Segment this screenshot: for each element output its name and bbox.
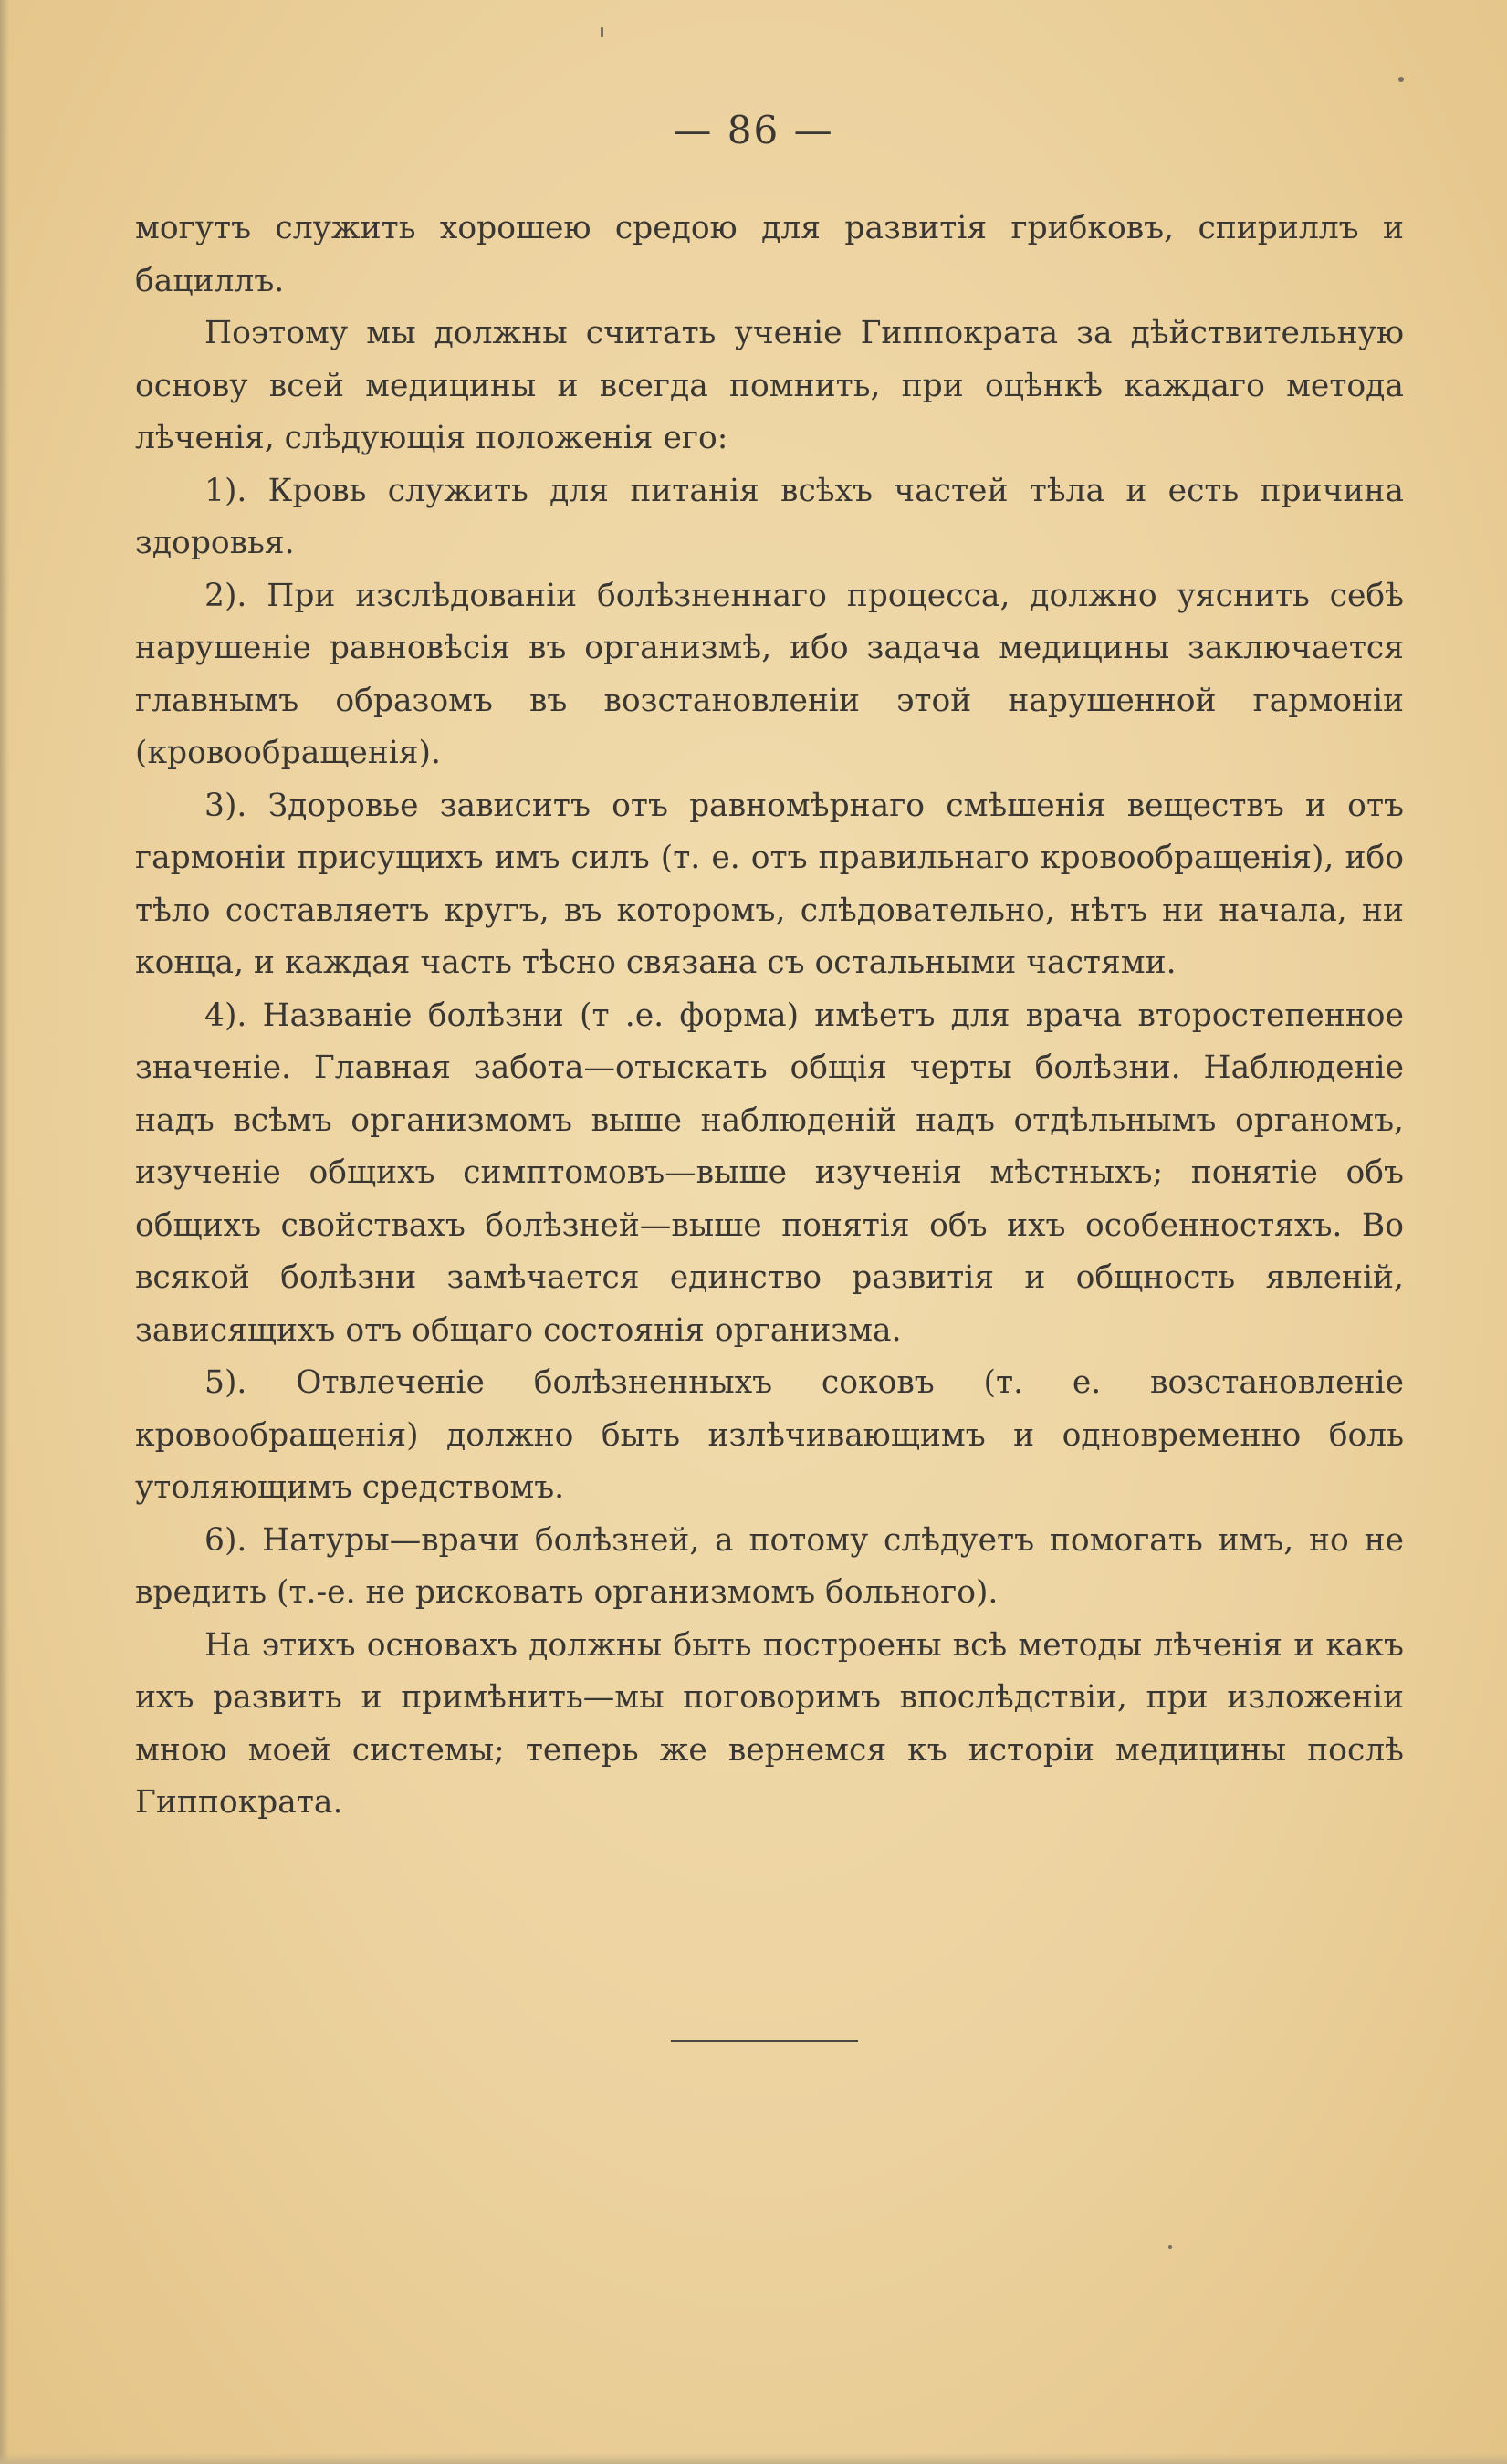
page-edge-shadow-left (0, 0, 9, 2464)
paragraph-point-2: 2). При изслѣдованіи болѣзненнаго процесса, должно уяснить себѣ нарушеніе равновѣсія въ организмѣ, ибо задача медицины заключается главнымъ образомъ въ возстановленіи этой нарушенной гармоніи (кровообращенія). (135, 577, 1404, 771)
paragraph-point-5: 5). Отвлеченіе болѣзненныхъ соковъ (т. е. возстановленіе кровообращенія) должно быть излѣчивающимъ и одновременно боль утоляющимъ средствомъ. (135, 1364, 1404, 1506)
paragraph-point-6: 6). Натуры—врачи болѣзней, а потому слѣдуетъ помогать имъ, но не вредить (т.-е. не рисковать организмомъ больного). (135, 1521, 1404, 1611)
page-edge-shadow-bottom (0, 2453, 1507, 2464)
paragraph-intro: Поэтому мы должны считать ученіе Гиппократа за дѣйствительную основу всей медицины и всегда помнить, при оцѣнкѣ каждаго метода лѣченія, слѣдующія положенія его: (135, 315, 1404, 456)
page-number: — 86 — (673, 108, 834, 152)
paper-speck (1398, 77, 1404, 82)
section-end-rule (671, 2040, 858, 2042)
paragraph-point-4: 4). Названіе болѣзни (т .е. форма) имѣетъ для врача второстепенное значеніе. Главная забота—отыскать общія черты болѣзни. Наблюденіе надъ всѣмъ организмомъ выше наблюденій надъ отдѣльнымъ органомъ, изученіе общихъ симптомовъ—выше изученія мѣстныхъ; понятіе объ общихъ свойствахъ болѣзней—выше понятія объ ихъ особенностяхъ. Во всякой болѣзни замѣчается единство развитія и общность явленій, зависящихъ отъ общаго состоянія организма. (135, 997, 1404, 1349)
paragraph-point-3: 3). Здоровье зависитъ отъ равномѣрнаго смѣшенія веществъ и отъ гармоніи присущихъ имъ силъ (т. е. отъ правильнаго кровообращенія), ибо тѣло составляетъ кругъ, въ которомъ, слѣдовательно, нѣтъ ни начала, ни конца, и каждая часть тѣсно связана съ остальными частями. (135, 787, 1404, 981)
paragraph-continuation: могутъ служить хорошею средою для развитія грибковъ, спириллъ и бациллъ. (135, 210, 1404, 299)
paragraph-conclusion: На этихъ основахъ должны быть построены всѣ методы лѣченія и какъ ихъ развить и примѣнить—мы поговоримъ впослѣдствіи, при изложеніи мною моей системы; теперь же вернемся къ исторіи медицины послѣ Гиппократа. (135, 1626, 1404, 1821)
body-text (135, 203, 1404, 1830)
paper-speck (601, 27, 603, 37)
paper-speck (1168, 2245, 1172, 2249)
paragraph-point-1: 1). Кровь служить для питанія всѣхъ частей тѣла и есть причина здоровья. (135, 472, 1404, 561)
